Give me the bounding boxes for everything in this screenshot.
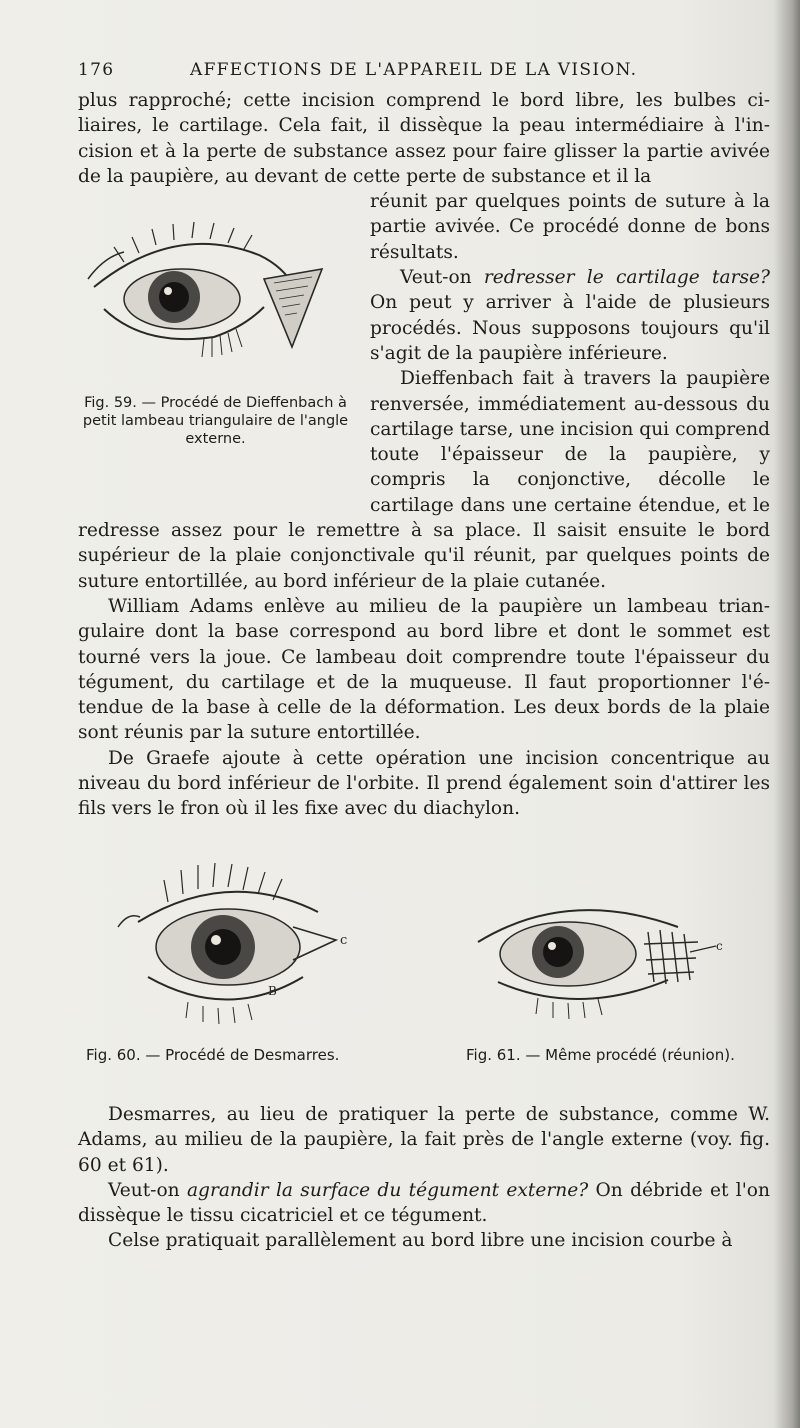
figure-61-caption: Fig. 61. — Même procédé (réunion). bbox=[466, 1046, 735, 1064]
figure-59-caption: Fig. 59. — Procédé de Dieffenbach à petit lambeau triangulaire de l'angle externe. bbox=[82, 395, 349, 448]
figure-60 bbox=[78, 852, 408, 1064]
paragraph-7-lead: Veut-on bbox=[108, 1179, 187, 1201]
paragraph-7-rest: On débride et l'on dissèque le tissu cicatriciel et ce tégument. bbox=[78, 1179, 770, 1227]
paragraph-1-wrap: réunit par quelques points de suture à la partie avivée. Ce procédé donne de bons résultats. bbox=[370, 191, 770, 263]
paragraph-2-italic: redresser le cartilage tarse? bbox=[483, 267, 770, 289]
fig60-letter-b: B bbox=[268, 984, 277, 998]
figures-60-61 bbox=[78, 852, 778, 1092]
paragraph-2-rest: On peut y arriver à l'aide de plusieurs procédés. Nous supposons toujours qu'il s'agit de la paupière inférieure. bbox=[370, 292, 770, 364]
paragraph-1-top: plus rapproché; cette incision comprend le bord libre, les bulbes ci-liaires, le cartilage. Cela fait, il dissèque la peau intermédiaire à l'in-cision et à la perte de substance assez pour faire glisser la partie avivée de la paupière, au devant de cette perte de substance et il la bbox=[78, 90, 770, 187]
paragraph-6: Desmarres, au lieu de pratiquer la perte de substance, comme W. Adams, au milieu de la paupière, la fait près de l'angle externe (voy. fig. 60 et 61). bbox=[78, 1104, 770, 1176]
paragraph-3: Dieffenbach fait à travers la paupière renversée, immédiatement au-dessous du cartilage tarse, une incision qui comprend toute l'épaisseur de la paupière, y compris la conjonctive, décolle le cartilage dans une certaine étendue, et le redresse assez pour le remettre à sa place. Il saisit ensuite le bord supérieur de la plaie conjonctivale qu'il réunit, par quelques points de suture entortillée, au bord inférieur de la plaie cutanée. bbox=[78, 368, 770, 592]
figure-61 bbox=[458, 872, 778, 1064]
eye-illustration-fig60 bbox=[78, 852, 408, 1032]
paragraph-4: William Adams enlève au milieu de la paupière un lambeau trian-gulaire dont la base correspond au bord libre et dont le sommet est tourné vers la joue. Ce lambeau doit comprendre toute l'épaisseur du tégument, du cartilage et de la muqueuse. Il faut proportionner l'é-tendue de la base à celle de la déformation. Les deux bords de la plaie sont réunis par la suture entortillée. bbox=[78, 595, 770, 744]
page-edge-shadow bbox=[774, 0, 800, 1428]
page-number: 176 bbox=[78, 60, 115, 80]
running-title: AFFECTIONS DE L'APPAREIL DE LA VISION. bbox=[190, 60, 638, 80]
paragraph-2-lead: Veut-on bbox=[400, 267, 484, 289]
paragraph-7 bbox=[78, 1178, 770, 1229]
paragraph-7-italic: agrandir la surface du tégument externe? bbox=[186, 1179, 589, 1201]
figure-59 bbox=[78, 189, 358, 504]
body-text-top bbox=[78, 88, 770, 822]
paragraph-5: De Graefe ajoute à cette opération une incision concentrique au niveau du bord inférieur de l'orbite. Il prend également soin d'attirer les fils vers le fron où il les fixe avec du diachylon. bbox=[78, 747, 770, 820]
fig61-letter-c: c bbox=[716, 939, 723, 953]
fig60-letter-c: c bbox=[340, 933, 348, 948]
body-text-bottom bbox=[78, 1102, 770, 1254]
eye-illustration-fig59 bbox=[84, 217, 344, 387]
figure-60-caption: Fig. 60. — Procédé de Desmarres. bbox=[86, 1046, 340, 1064]
paragraph-8: Celse pratiquait parallèlement au bord libre une incision courbe à bbox=[108, 1230, 733, 1252]
eye-illustration-fig61 bbox=[458, 872, 778, 1032]
